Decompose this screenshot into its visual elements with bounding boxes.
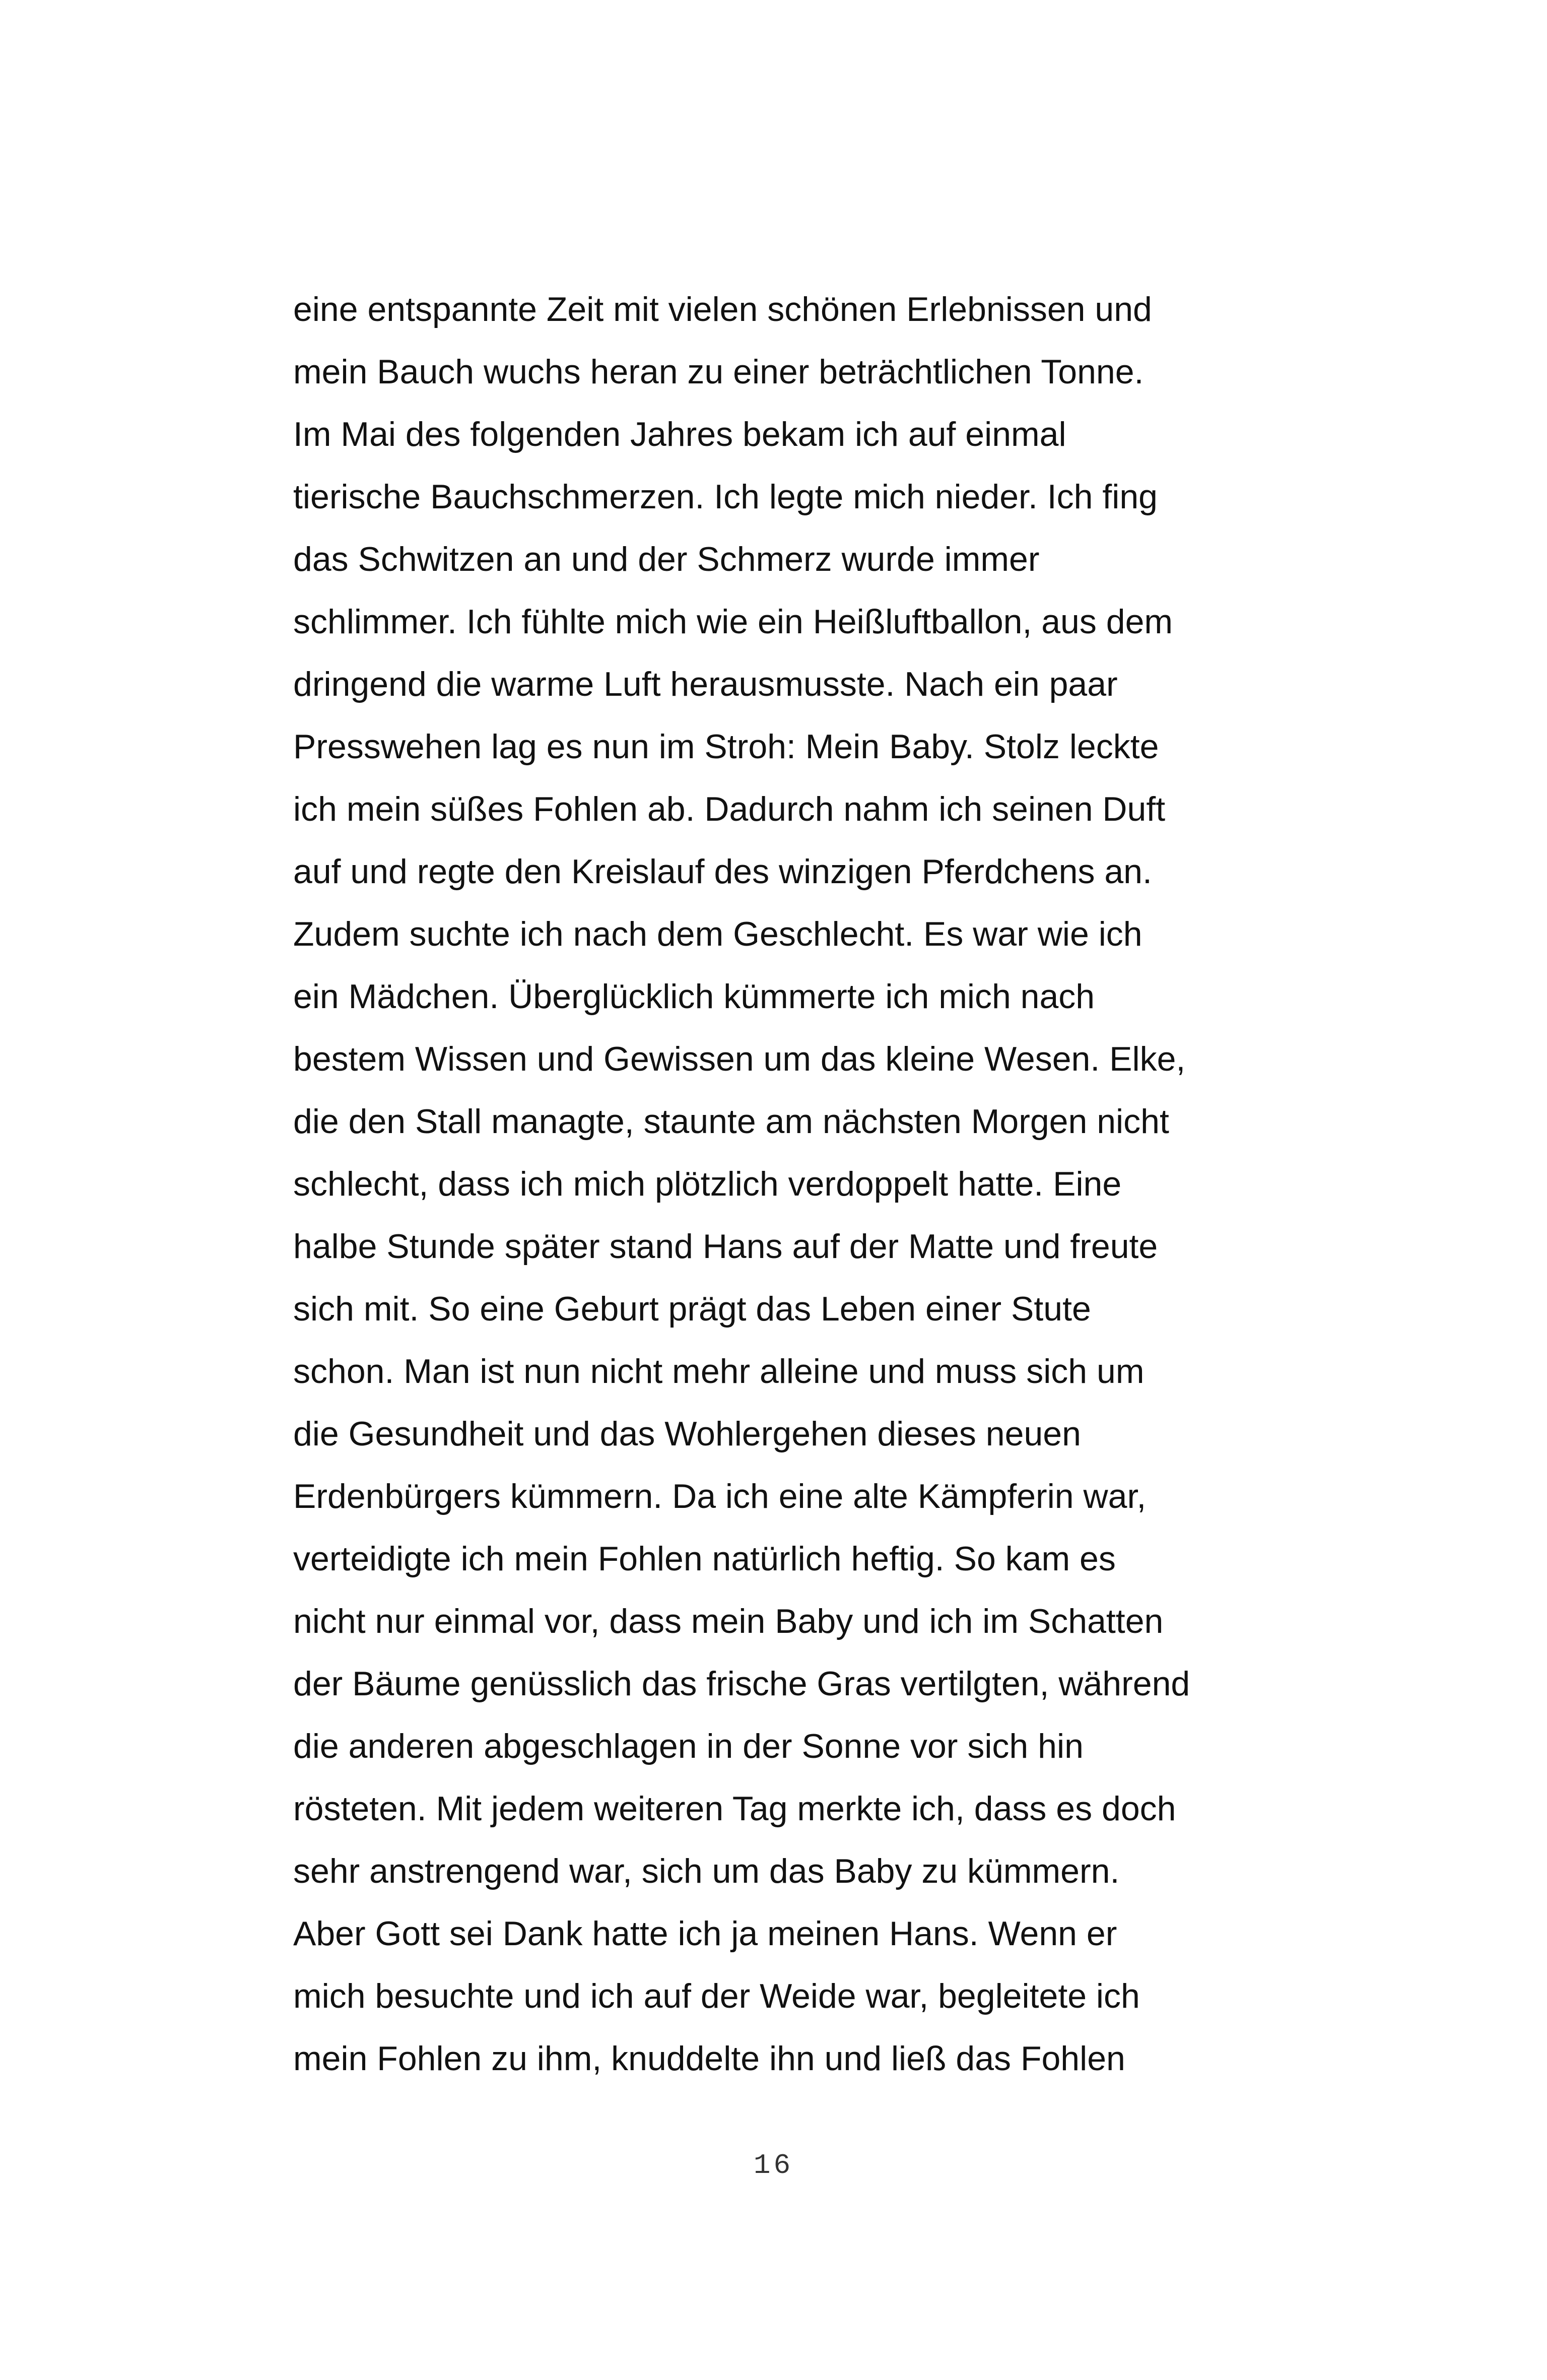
text-line: der Bäume genüsslich das frische Gras vertilgten, während — [293, 1665, 1190, 1703]
text-line: eine entspannte Zeit mit vielen schönen Erlebnissen und — [293, 290, 1152, 328]
text-line: mein Bauch wuchs heran zu einer beträchtlichen Tonne. — [293, 353, 1144, 391]
text-line: auf und regte den Kreislauf des winzigen Pferdchens an. — [293, 852, 1152, 891]
body-text — [293, 278, 1301, 2090]
text-line: ich mein süßes Fohlen ab. Dadurch nahm ich seinen Duft — [293, 790, 1166, 828]
text-line: halbe Stunde später stand Hans auf der Matte und freute — [293, 1227, 1158, 1266]
text-line: die Gesundheit und das Wohlergehen dieses neuen — [293, 1415, 1081, 1453]
text-line: bestem Wissen und Gewissen um das kleine Wesen. Elke, — [293, 1040, 1186, 1078]
text-line: die anderen abgeschlagen in der Sonne vor sich hin — [293, 1727, 1084, 1765]
text-line: mich besuchte und ich auf der Weide war, begleitete ich — [293, 1977, 1140, 2015]
text-line: das Schwitzen an und der Schmerz wurde immer — [293, 540, 1040, 578]
text-line: nicht nur einmal vor, dass mein Baby und ich im Schatten — [293, 1602, 1164, 1640]
text-line: schlecht, dass ich mich plötzlich verdoppelt hatte. Eine — [293, 1165, 1122, 1203]
text-line: sich mit. So eine Geburt prägt das Leben einer Stute — [293, 1290, 1091, 1328]
text-line: rösteten. Mit jedem weiteren Tag merkte ich, dass es doch — [293, 1790, 1176, 1828]
text-line: Erdenbürgers kümmern. Da ich eine alte Kämpferin war, — [293, 1477, 1147, 1515]
text-line: Zudem suchte ich nach dem Geschlecht. Es war wie ich — [293, 915, 1142, 953]
text-line: die den Stall managte, staunte am nächsten Morgen nicht — [293, 1102, 1169, 1141]
text-line: verteidigte ich mein Fohlen natürlich heftig. So kam es — [293, 1540, 1116, 1578]
text-line: mein Fohlen zu ihm, knuddelte ihn und ließ das Fohlen — [293, 2039, 1125, 2078]
text-line: schon. Man ist nun nicht mehr alleine und muss sich um — [293, 1352, 1145, 1391]
page-number: 16 — [753, 2149, 794, 2181]
text-line: Aber Gott sei Dank hatte ich ja meinen Hans. Wenn er — [293, 1914, 1117, 1953]
text-line: ein Mädchen. Überglücklich kümmerte ich mich nach — [293, 977, 1095, 1016]
text-line: tierische Bauchschmerzen. Ich legte mich nieder. Ich fing — [293, 478, 1158, 516]
text-line: Im Mai des folgenden Jahres bekam ich auf einmal — [293, 415, 1066, 453]
text-line: sehr anstrengend war, sich um das Baby zu kümmern. — [293, 1852, 1120, 1890]
text-line: dringend die warme Luft herausmusste. Nach ein paar — [293, 665, 1118, 703]
text-line: Presswehen lag es nun im Stroh: Mein Baby. Stolz leckte — [293, 728, 1159, 766]
text-line: schlimmer. Ich fühlte mich wie ein Heißluftballon, aus dem — [293, 603, 1173, 641]
